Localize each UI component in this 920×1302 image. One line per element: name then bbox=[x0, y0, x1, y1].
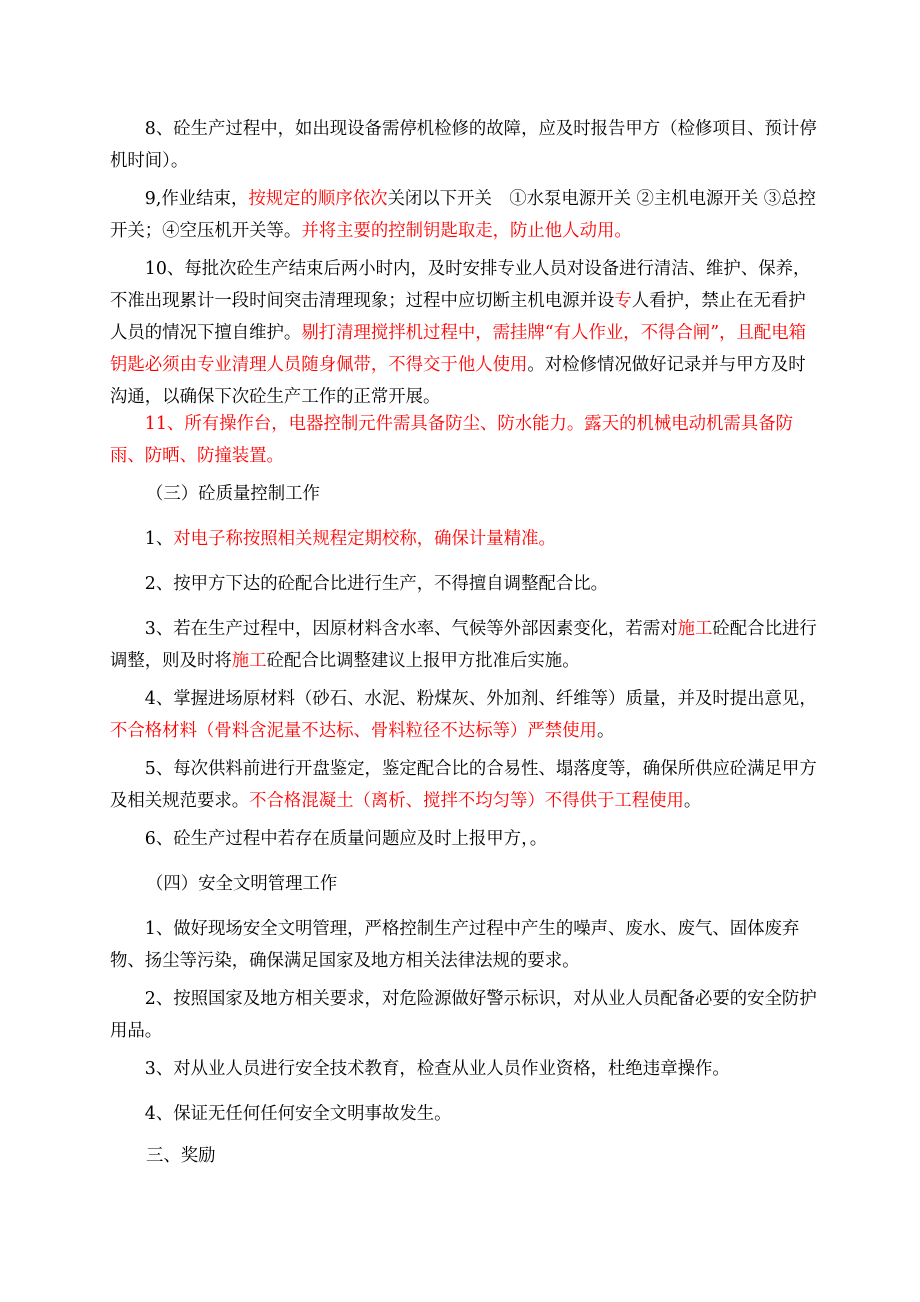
paragraph-9: 9,作业结束，按规定的顺序依次关闭以下开关 ①水泵电源开关 ②主机电源开关 ③总控开关；④空压机开关等。并将主要的控制钥匙取走，防止他人动用。 bbox=[110, 189, 816, 241]
safety-item-1: 1、做好现场安全文明管理，严格控制生产过程中产生的噪声、废水、废气、固体废弃物、扬尘等污染，确保满足国家及地方相关法律法规的要求。 bbox=[110, 919, 800, 971]
quality-item-5: 5、每次供料前进行开盘鉴定，鉴定配合比的合易性、塌落度等，确保所供应砼满足甲方及相关规范要求。不合格混凝土（离析、搅拌不均匀等）不得供于工程使用。 bbox=[110, 759, 817, 811]
safety-item-2: 2、按照国家及地方相关要求，对危险源做好警示标识，对从业人员配备必要的安全防护用品。 bbox=[110, 989, 817, 1041]
quality-item-3: 3、若在生产过程中，因原材料含水率、气候等外部因素变化，若需对施工砼配合比进行调整，则及时将施工砼配合比调整建议上报甲方批准后实施。 bbox=[110, 619, 817, 671]
paragraph-8: 8、砼生产过程中，如出现设备需停机检修的故障，应及时报告甲方（检修项目、预计停机时间）。 bbox=[110, 119, 817, 171]
paragraph-10: 10、每批次砼生产结束后两小时内，及时安排专业人员对设备进行清洁、维护、保养，不准出现累计一段时间突击清理现象；过程中应切断主机电源并设专人看护，禁止在无看护人员的情况下擅自维护。剔打清理搅拌机过程中，需挂牌“有人作业，不得合闸”，且配电箱钥匙必须由专业清理人员随身佩带，不得交于他人使用。对检修情况做好记录并与甲方及时沟通，以确保下次砼生产工作的正常开展。 bbox=[110, 259, 811, 407]
quality-item-4: 4、掌握进场原材料（砂石、水泥、粉煤灰、外加剂、纤维等）质量，并及时提出意见，不合格材料（骨料含泥量不达标、骨料粒径不达标等）严禁使用。 bbox=[110, 689, 817, 741]
quality-item-1: 1、对电子称按照相关规程定期校称，确保计量精准。 bbox=[144, 529, 556, 549]
paragraph-11: 11、所有操作台，电器控制元件需具备防尘、防水能力。露天的机械电动机需具备防雨、防晒、防撞装置。 bbox=[110, 414, 793, 466]
safety-item-4: 4、保证无任何任何安全文明事故发生。 bbox=[144, 1104, 452, 1124]
section-4-heading: （四）安全文明管理工作 bbox=[146, 874, 338, 894]
quality-item-2: 2、按甲方下达的砼配合比进行生产，不得擅自调整配合比。 bbox=[144, 574, 609, 594]
section-reward-heading: 三、奖励 bbox=[146, 1146, 216, 1166]
safety-item-3: 3、对从业人员进行安全技术教育，检查从业人员作业资格，杜绝违章操作。 bbox=[144, 1059, 730, 1079]
quality-item-6: 6、砼生产过程中若存在质量问题应及时上报甲方，。 bbox=[144, 829, 548, 849]
section-3-heading: （三）砼质量控制工作 bbox=[146, 484, 320, 504]
